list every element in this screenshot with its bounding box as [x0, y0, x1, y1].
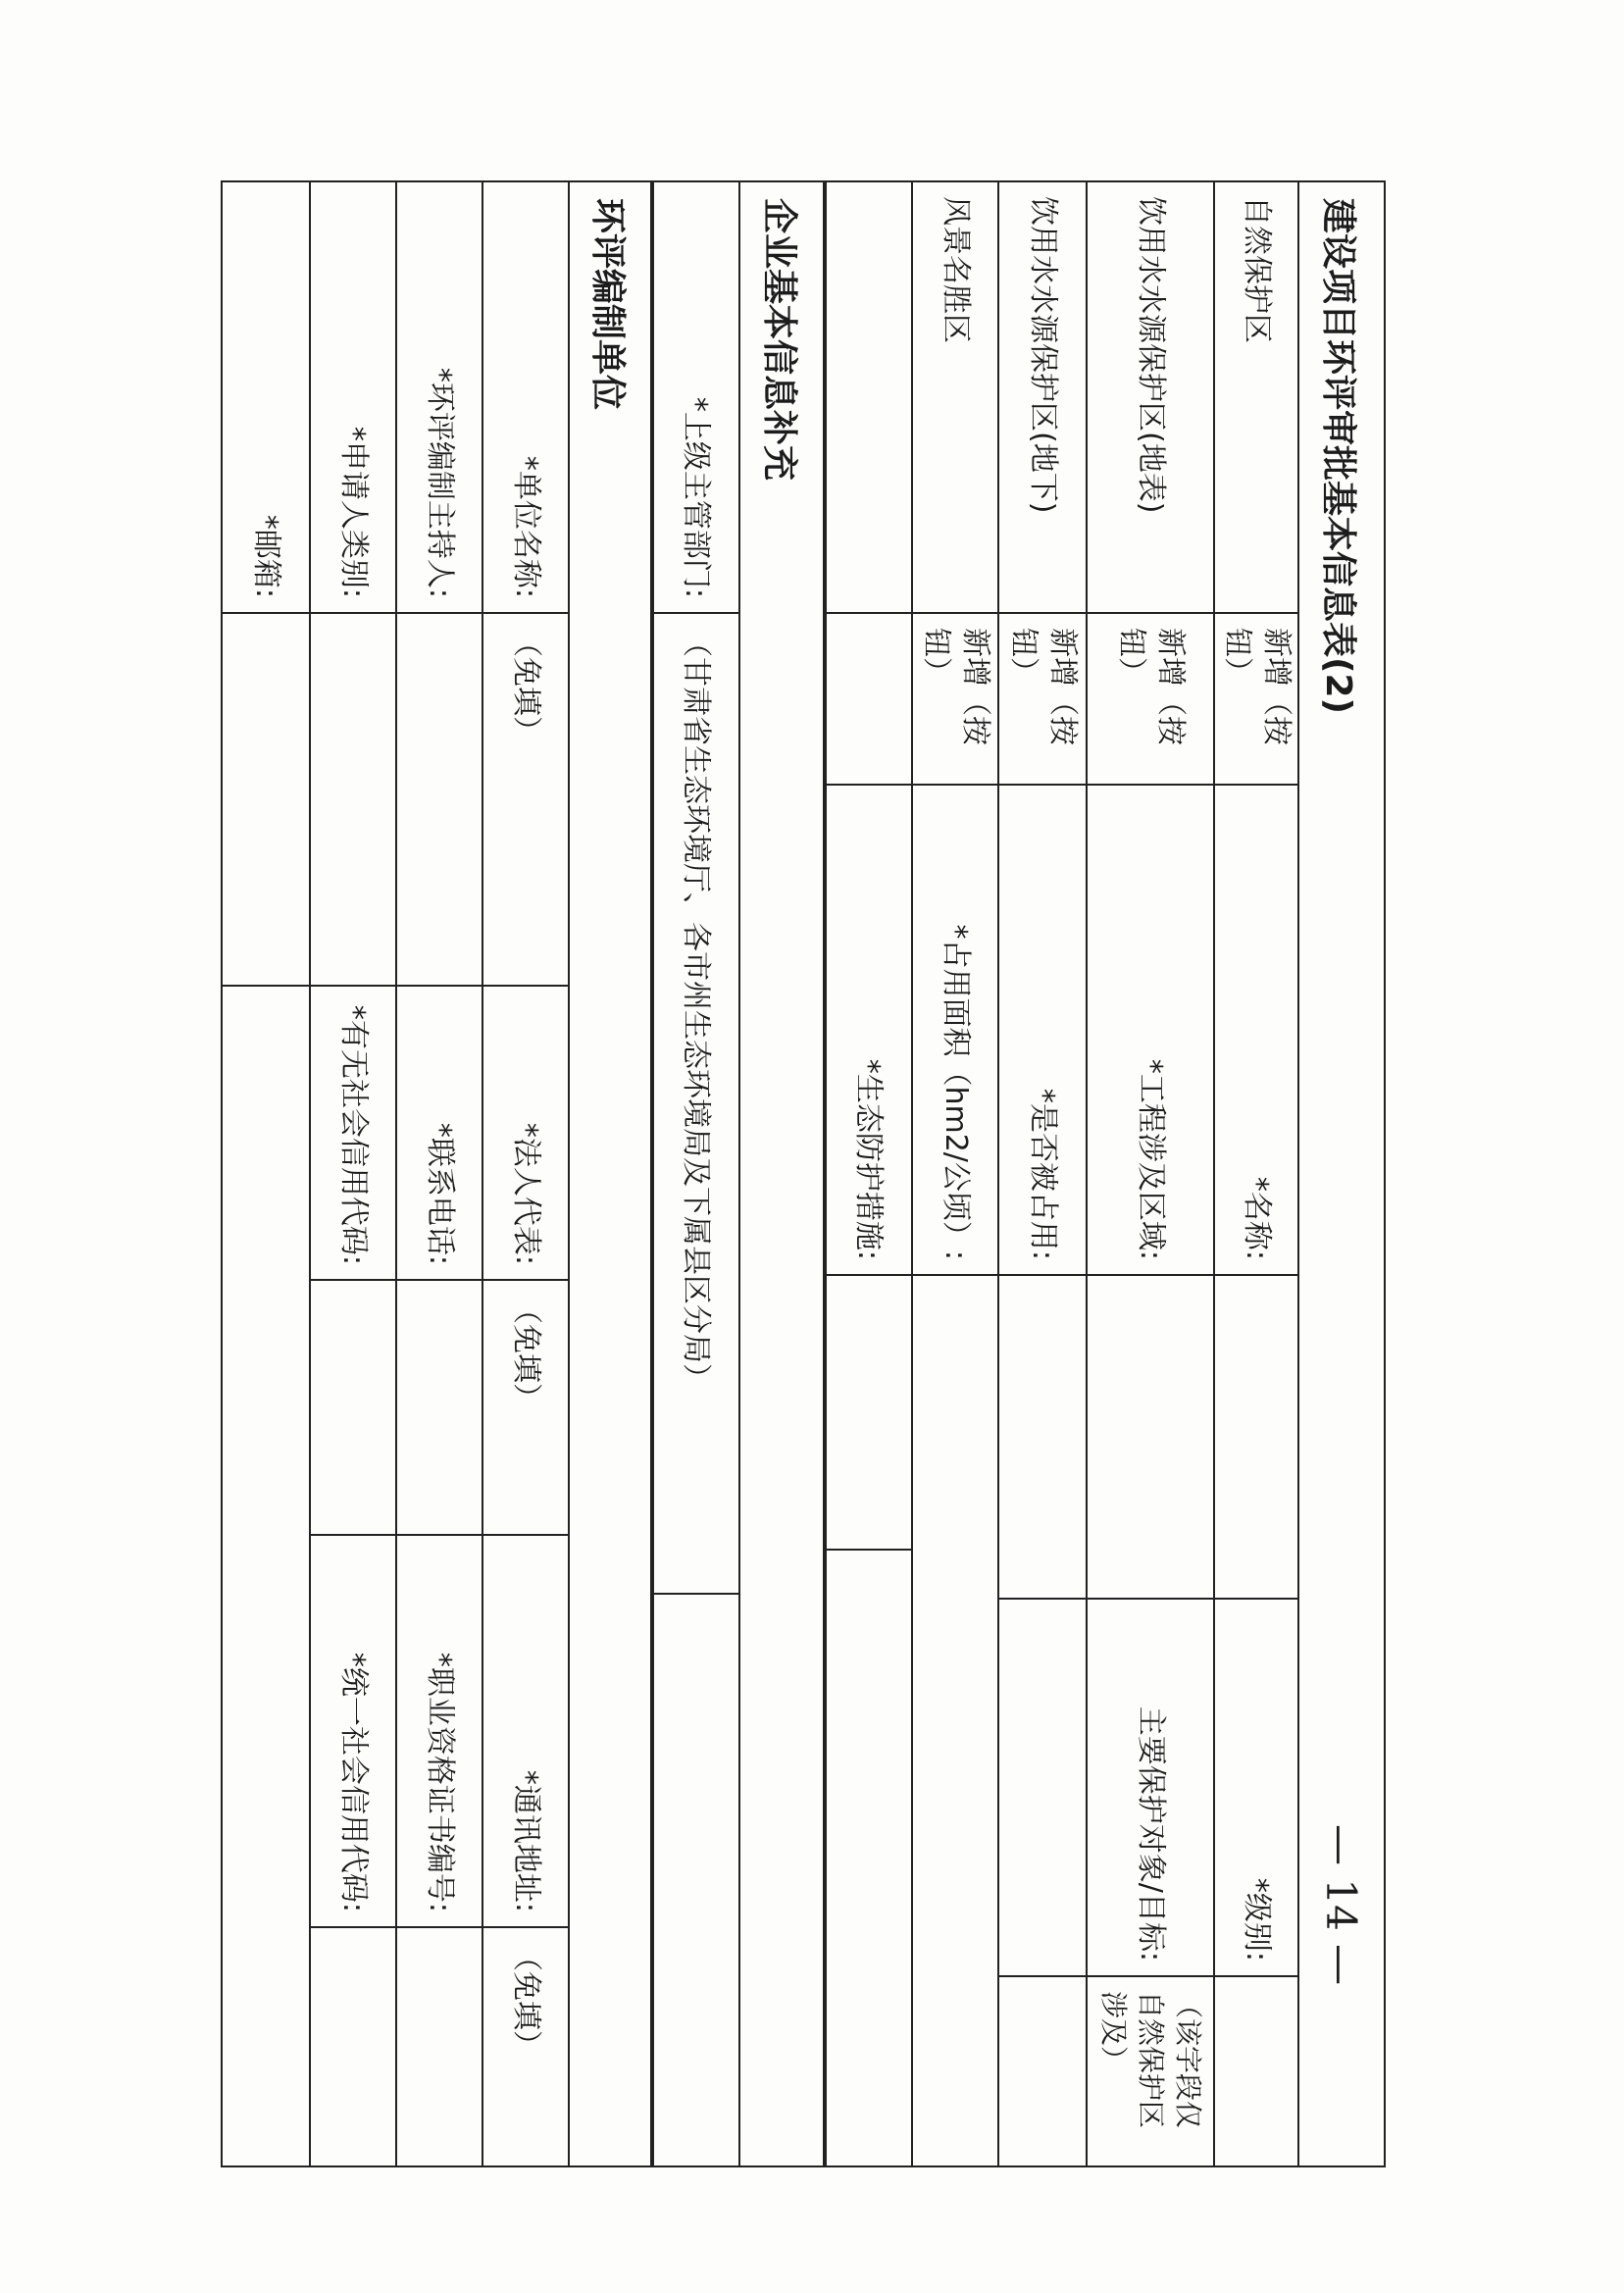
- field-label: *职业资格证书编号:: [397, 1536, 482, 1928]
- table-row: [825, 182, 911, 2166]
- field-label: *生态防护措施:: [825, 786, 911, 1276]
- field-value[interactable]: [999, 1977, 1086, 2166]
- field-value[interactable]: [397, 1281, 482, 1536]
- field-label: *占用面积（hm2/公顷）:: [913, 786, 997, 1276]
- field-note: （该字段仅自然保护区涉及）: [1097, 1991, 1204, 2129]
- table-row: [911, 182, 997, 2166]
- field-value[interactable]: [999, 1276, 1086, 1600]
- field-label: *申请人类别:: [311, 182, 395, 614]
- field-value[interactable]: [311, 1928, 395, 2166]
- form-sheet: [228, 180, 1386, 2167]
- table-title: 建设项目环评审批基本信息表(2): [1297, 182, 1384, 2166]
- field-value[interactable]: （免填）: [483, 614, 568, 987]
- field-value[interactable]: （甘肃省生态环境厅、各市州生态环境局及下属县区分局）: [652, 614, 738, 1595]
- page-number: — 14 —: [1317, 1824, 1365, 1986]
- section-title: 企业基本信息补充: [738, 182, 825, 2166]
- field-value[interactable]: [1215, 1977, 1297, 2166]
- table-row: [652, 182, 738, 2166]
- area-name: 自然保护区: [1215, 182, 1297, 614]
- field-value[interactable]: [311, 614, 395, 987]
- add-button[interactable]: 新增（按钮）: [1088, 614, 1213, 786]
- table-row: [395, 182, 482, 2166]
- table-row: [1213, 182, 1297, 2166]
- preparer-section: [221, 180, 654, 2167]
- table-row: [309, 182, 395, 2166]
- field-value[interactable]: [913, 1276, 997, 2166]
- field-value[interactable]: （免填）: [509, 1942, 544, 2060]
- field-label: *通讯地址:: [483, 1536, 568, 1928]
- field-value[interactable]: [1215, 1276, 1297, 1600]
- field-value[interactable]: [397, 614, 482, 987]
- empty-cell: [825, 614, 911, 786]
- area-name: 风景名胜区: [913, 182, 997, 614]
- table-row: [482, 182, 568, 2166]
- section-title: 环评编制单位: [568, 182, 652, 2166]
- add-button[interactable]: 新增（按钮）: [999, 614, 1086, 786]
- area-name: 饮用水水源保护区(地表): [1088, 182, 1213, 614]
- field-label: *有无社会信用代码:: [311, 987, 395, 1281]
- table-row: [223, 182, 309, 2166]
- field-label: *环评编制主持人:: [397, 182, 482, 614]
- field-value[interactable]: [825, 1276, 911, 1551]
- add-button[interactable]: 新增（按钮）: [913, 614, 997, 786]
- approval-table: [823, 180, 1386, 2167]
- empty-cell: [652, 1595, 738, 2166]
- table-row: [997, 182, 1086, 2166]
- empty-cell: [825, 1551, 911, 2166]
- field-label: *单位名称:: [483, 182, 568, 614]
- field-label: *联系电话:: [397, 987, 482, 1281]
- field-label: *级别:: [1215, 1600, 1297, 1977]
- field-label: *名称:: [1215, 786, 1297, 1276]
- field-label: *是否被占用:: [999, 786, 1086, 1276]
- field-value[interactable]: [1088, 1276, 1213, 1600]
- field-label: *邮箱:: [223, 182, 309, 614]
- field-label: *上级主管部门:: [652, 182, 738, 614]
- table-row: [1086, 182, 1213, 2166]
- field-value[interactable]: [311, 1281, 395, 1536]
- area-name: 饮用水水源保护区(地下): [999, 182, 1086, 614]
- field-label: *统一社会信用代码:: [311, 1536, 395, 1928]
- field-label: 主要保护对象/目标:: [1088, 1600, 1213, 1977]
- field-value[interactable]: [397, 1928, 482, 2166]
- field-value[interactable]: （免填）: [483, 1281, 568, 1536]
- enterprise-section: [650, 180, 827, 2167]
- empty-cell: [223, 987, 309, 2166]
- field-label: *工程涉及区域:: [1088, 786, 1213, 1276]
- field-value[interactable]: [223, 614, 309, 987]
- field-label: *法人代表:: [483, 987, 568, 1281]
- empty-cell: [825, 182, 911, 614]
- field-value[interactable]: [999, 1600, 1086, 1977]
- add-button[interactable]: 新增（按钮）: [1215, 614, 1297, 786]
